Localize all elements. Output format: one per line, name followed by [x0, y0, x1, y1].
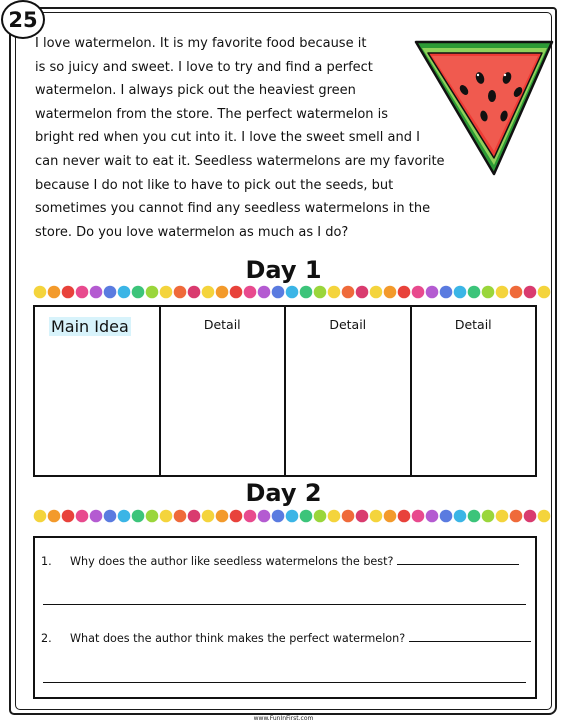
divider-dot: [104, 510, 117, 523]
passage-line: store. Do you love watermelon as much as I do?: [35, 224, 349, 240]
divider-dot: [398, 286, 411, 299]
divider-dot: [62, 510, 75, 523]
divider-dot: [482, 510, 495, 523]
divider-dot: [174, 286, 187, 299]
question-1: [41, 554, 519, 568]
divider-dot: [258, 286, 271, 299]
divider-dot: [524, 286, 537, 299]
divider-dot: [314, 510, 327, 523]
answer-blank[interactable]: [397, 554, 519, 565]
divider-dot: [370, 510, 383, 523]
divider-dot: [412, 286, 425, 299]
divider-dot: [468, 510, 481, 523]
divider-dot: [174, 510, 187, 523]
divider-dot: [370, 286, 383, 299]
question-text: Why does the author like seedless watermelons the best?: [70, 555, 394, 568]
divider-dot: [118, 510, 131, 523]
divider-dot: [398, 510, 411, 523]
divider-dot: [132, 510, 145, 523]
divider-dot: [244, 510, 257, 523]
divider-dot: [426, 286, 439, 299]
divider-dot: [244, 286, 257, 299]
passage-line: watermelon. I always pick out the heaviest green: [35, 83, 356, 99]
divider-dot: [412, 510, 425, 523]
divider-dot: [146, 510, 159, 523]
divider-dot: [356, 510, 369, 523]
divider-dot: [384, 510, 397, 523]
passage-line: I love watermelon. It is my favorite food because it: [35, 36, 367, 51]
divider-dot: [90, 286, 103, 299]
questions-box: [33, 536, 537, 699]
day-1-title: Day 1: [245, 256, 322, 284]
divider-dot: [188, 510, 201, 523]
divider-dot: [230, 286, 243, 299]
divider-dot: [230, 510, 243, 523]
divider-dot: [496, 286, 509, 299]
divider-dot: [90, 510, 103, 523]
question-2: [41, 631, 531, 645]
divider-dot: [272, 510, 285, 523]
rainbow-dot-divider: [33, 509, 551, 523]
detail-cell-2[interactable]: [286, 307, 412, 475]
divider-dot: [342, 286, 355, 299]
divider-dot: [384, 286, 397, 299]
divider-dot: [328, 286, 341, 299]
divider-dot: [118, 286, 131, 299]
divider-dot: [454, 510, 467, 523]
divider-dot: [328, 510, 341, 523]
divider-dot: [510, 510, 523, 523]
divider-dot: [440, 510, 453, 523]
divider-dot: [202, 510, 215, 523]
detail-heading: Detail: [454, 317, 492, 332]
divider-dot: [300, 510, 313, 523]
main-idea-cell[interactable]: [35, 307, 161, 475]
divider-dot: [34, 286, 47, 299]
divider-dot: [216, 510, 229, 523]
divider-dot: [202, 286, 215, 299]
watermelon-slice-icon: [412, 20, 560, 180]
divider-dot: [538, 510, 551, 523]
divider-dot: [286, 510, 299, 523]
divider-dot: [146, 286, 159, 299]
divider-dot: [300, 286, 313, 299]
main-idea-heading: Main Idea: [51, 317, 129, 336]
passage-line: sometimes you cannot find any seedless watermelons in the: [35, 201, 431, 217]
divider-dot: [524, 510, 537, 523]
divider-dot: [48, 510, 61, 523]
divider-dot: [132, 286, 145, 299]
divider-dot: [48, 286, 61, 299]
divider-dot: [482, 286, 495, 299]
question-number: 1.: [41, 555, 52, 568]
detail-cell-3[interactable]: [412, 307, 536, 475]
divider-dot: [104, 286, 117, 299]
divider-dot: [272, 286, 285, 299]
divider-dot: [258, 510, 271, 523]
day-2-title: Day 2: [245, 479, 322, 507]
detail-cell-1[interactable]: [161, 307, 287, 475]
divider-dot: [440, 286, 453, 299]
answer-line[interactable]: [43, 682, 526, 683]
divider-dot: [314, 286, 327, 299]
detail-heading: Detail: [329, 317, 367, 332]
passage-line: can never wait to eat it. Seedless watermelons are my favorite: [35, 153, 445, 169]
divider-dot: [468, 286, 481, 299]
passage-line: because I do not like to have to pick out the seeds, but: [35, 177, 394, 193]
divider-dot: [510, 286, 523, 299]
divider-dot: [62, 286, 75, 299]
divider-dot: [188, 286, 201, 299]
rainbow-dot-divider: [33, 285, 551, 299]
passage-line: watermelon from the store. The perfect watermelon is: [35, 106, 389, 122]
footer-url: www.FunInFirst.com: [253, 715, 314, 722]
question-text: What does the author think makes the perfect watermelon?: [70, 632, 406, 645]
divider-dot: [426, 510, 439, 523]
detail-heading: Detail: [203, 317, 241, 332]
divider-dot: [34, 510, 47, 523]
divider-dot: [216, 286, 229, 299]
page-number: 25: [8, 7, 38, 32]
passage-line: is so juicy and sweet. I love to try and find a perfect: [35, 59, 373, 75]
answer-blank[interactable]: [409, 631, 531, 642]
answer-line[interactable]: [43, 604, 526, 605]
divider-dot: [286, 286, 299, 299]
divider-dot: [76, 510, 89, 523]
divider-dot: [342, 510, 355, 523]
graphic-organizer-table: [33, 305, 537, 477]
question-number: 2.: [41, 632, 52, 645]
divider-dot: [76, 286, 89, 299]
passage-line: bright red when you cut into it. I love the sweet smell and I: [35, 130, 420, 146]
divider-dot: [538, 286, 551, 299]
divider-dot: [496, 510, 509, 523]
divider-dot: [356, 286, 369, 299]
divider-dot: [160, 510, 173, 523]
divider-dot: [454, 286, 467, 299]
divider-dot: [160, 286, 173, 299]
